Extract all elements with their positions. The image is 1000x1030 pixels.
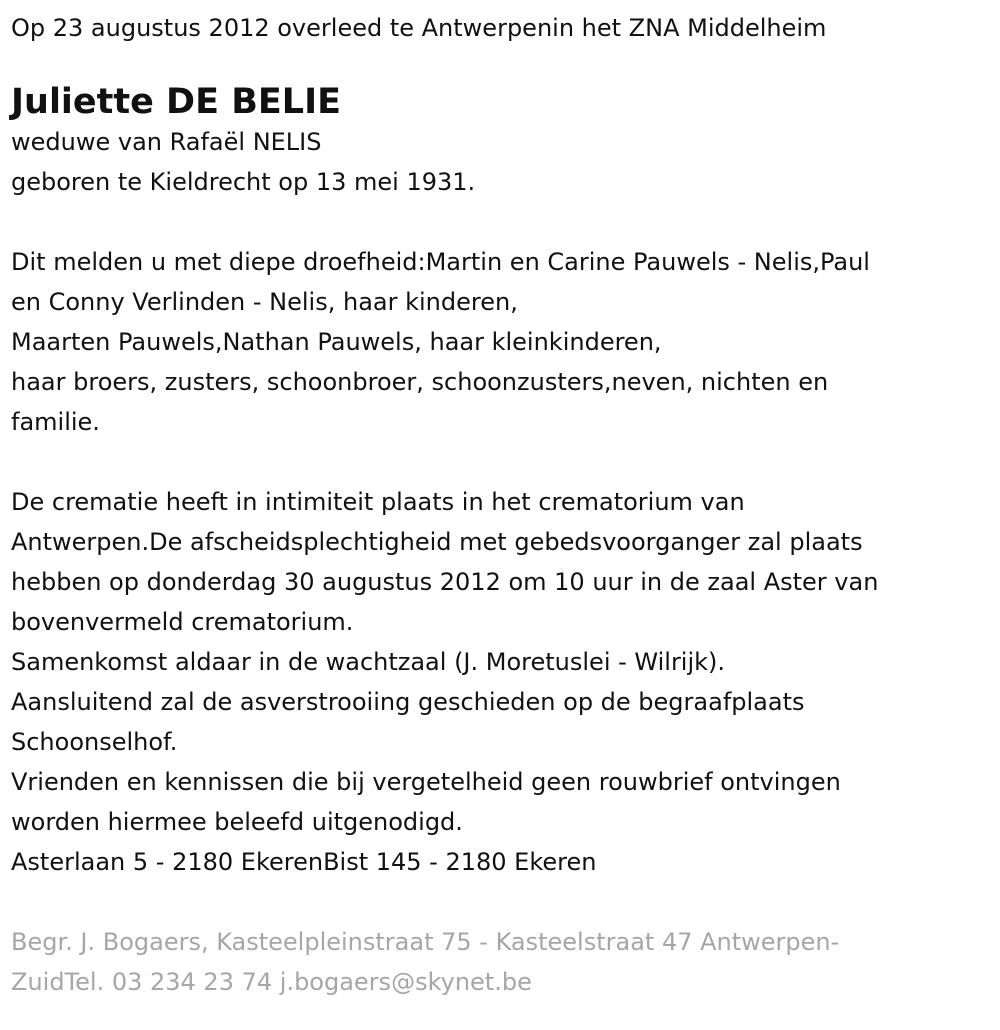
family-line: en Conny Verlinden - Nelis, haar kinderen,	[11, 288, 518, 316]
address-line: Asterlaan 5 - 2180 EkerenBist 145 - 2180 Ekeren	[11, 848, 597, 876]
spacer	[11, 442, 980, 482]
undertaker-footer	[11, 922, 980, 1002]
ceremony-line: bovenvermeld crematorium.	[11, 608, 354, 636]
spouse-line: weduwe van Rafaël NELIS	[11, 128, 322, 156]
ceremony-line: Samenkomst aldaar in de wachtzaal (J. Moretuslei - Wilrijk).	[11, 648, 726, 676]
ceremony-paragraph	[11, 482, 980, 882]
family-line: haar broers, zusters, schoonbroer, schoonzusters,neven, nichten en	[11, 368, 829, 396]
family-line: Maarten Pauwels,Nathan Pauwels, haar kleinkinderen,	[11, 328, 662, 356]
spacer	[11, 882, 980, 922]
birth-line: geboren te Kieldrecht op 13 mei 1931.	[11, 168, 476, 196]
ceremony-line: worden hiermee beleefd uitgenodigd.	[11, 808, 463, 836]
family-line: Dit melden u met diepe droefheid:Martin en Carine Pauwels - Nelis,Paul	[11, 248, 870, 276]
ceremony-line: Antwerpen.De afscheidsplechtigheid met gebedsvoorganger zal plaats	[11, 528, 863, 556]
ceremony-line: Schoonselhof.	[11, 728, 178, 756]
footer-line: Begr. J. Bogaers, Kasteelpleinstraat 75 - Kasteelstraat 47 Antwerpen-	[11, 928, 840, 956]
ceremony-line: hebben op donderdag 30 augustus 2012 om 10 uur in de zaal Aster van	[11, 568, 879, 596]
spacer	[11, 202, 980, 242]
footer-line: ZuidTel. 03 234 23 74 j.bogaers@skynet.be	[11, 968, 532, 996]
family-line: familie.	[11, 408, 100, 436]
intro-line: Op 23 augustus 2012 overleed te Antwerpenin het ZNA Middelheim	[11, 14, 827, 42]
ceremony-line: Aansluitend zal de asverstrooiing geschieden op de begraafplaats	[11, 688, 805, 716]
deceased-name: Juliette DE BELIE	[11, 82, 342, 122]
ceremony-line: De crematie heeft in intimiteit plaats in het crematorium van	[11, 488, 745, 516]
family-paragraph	[11, 242, 980, 442]
ceremony-line: Vrienden en kennissen die bij vergetelheid geen rouwbrief ontvingen	[11, 768, 841, 796]
